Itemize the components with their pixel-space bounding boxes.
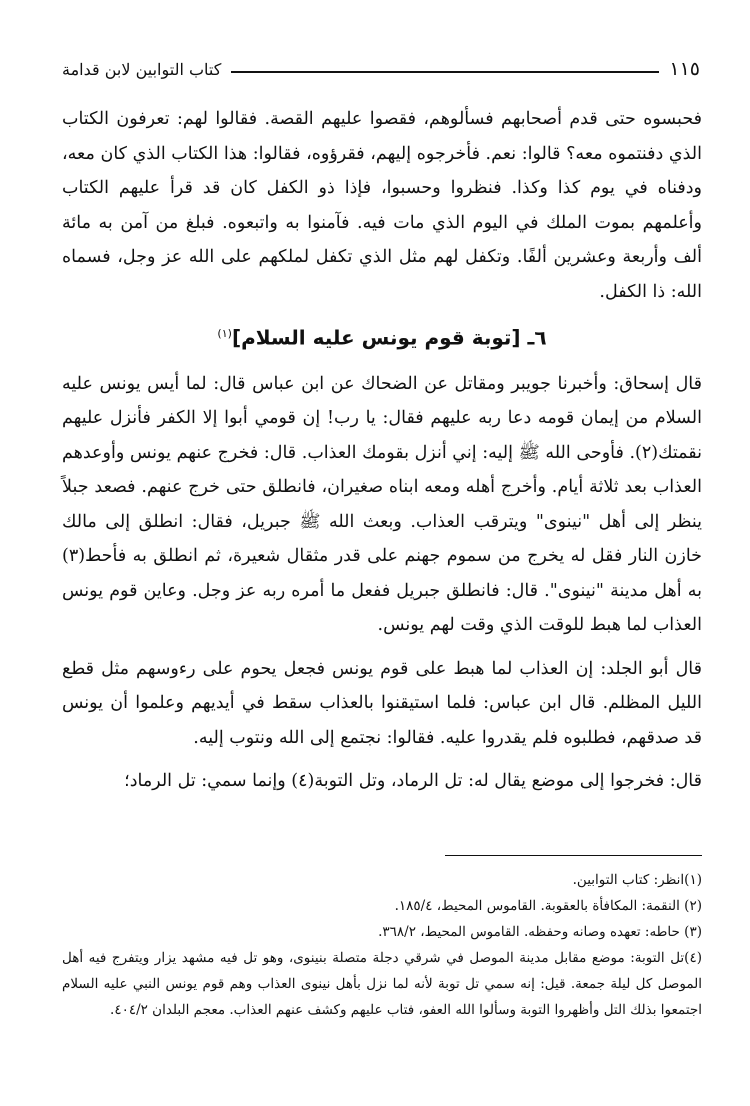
paragraph-4: قال: فخرجوا إلى موضع يقال له: تل الرماد، وتل التوبة(٤) وإنما سمي: تل الرماد؛ [124, 771, 702, 792]
footnote-rule [445, 855, 702, 856]
footnote-2: (٢) النقمة: المكافأة بالعقوبة. القاموس المحيط، ١٨٥/٤. [394, 898, 702, 914]
page-number: ١١٥ [669, 58, 700, 80]
paragraph-3: قال أبو الجلد: إن العذاب لما هبط على قوم يونس فجعل يحوم على رءوسهم مثل قطع الليل المظلم. قال ابن عباس: فلما استيقنوا بالعذاب سقط في أيديهم وعلموا أن يونس قد صدقهم، فطلبوه فلم يقدروا عليه. فقالوا: نجتمع إلى الله ونتوب إليه. [62, 658, 702, 748]
footnote-3: (٣) حاطه: تعهده وصانه وحفظه. القاموس المحيط، ٣٦٨/٢. [378, 924, 702, 940]
paragraph-2: قال إسحاق: وأخبرنا جويبر ومقاتل عن الضحاك عن ابن عباس قال: لما أيس يونس عليه السلام من إيمان قومه دعا ربه عليهم فقال: يا رب! إن قومي أبوا إلا الكفر فأنزل عليهم نقمتك(٢). فأوحى الله ﷺ إليه: إني أنزل بقومك العذاب. قال: فخرج عنهم يونس وأوعدهم العذاب بعد ثلاثة أيام. وأخرج أهله ومعه ابناه صغيران، فانطلق حتى خرج عنهم. فصعد جبلاً ينظر إلى أهل "نينوى" ويترقب العذاب. وبعث الله ﷺ جبريل، فقال: انطلق إلى مالك خازن النار فقل له يخرج من سموم جهنم على قدر مثقال شعيرة، ثم انطلق به فأحط(٣) به أهل مدينة "نينوى". قال: فانطلق جبريل ففعل ما أمره ربه عز وجل. وعاين قوم يونس العذاب لما هبط للوقت الذي وقت لهم يونس. [62, 373, 702, 636]
book-title: كتاب التوابين لابن قدامة [62, 59, 222, 79]
footnote-4: (٤)تل التوبة: موضع مقابل مدينة الموصل في شرقي دجلة متصلة بنينوى، وهو تل فيه مشهد يزار ويتفرج فيه أهل الموصل كل ليلة جمعة. قيل: إنه سمي تل توبة لأنه لما نزل بأهل نينوى العذاب وهم قوم يونس النبي عليه السلام اجتمعوا بذلك التل وأظهروا التوبة وسألوا الله العفو، فتاب عليهم وكشف عنهم العذاب. معجم البلدان ٤٠٤/٢. [62, 950, 702, 1018]
section-heading [62, 317, 702, 355]
paragraph-1: فحبسوه حتى قدم أصحابهم فسألوهم، فقصوا عليهم القصة. فقالوا لهم: تعرفون الكتاب الذي دفنتموه معه؟ قالوا: نعم. فأخرجوه إليهم، فقرؤوه، فقالوا: هذا الكتاب الذي كان معه، ودفناه في يوم كذا وكذا. فنظروا وحسبوا، فإذا ذو الكفل كان قد قرأ عليهم الكتاب وأعلمهم بموت الملك في اليوم الذي مات فيه. فآمنوا به واتبعوه. فبلغ من آمن به مائة ألف وأربعة وعشرين ألفًا. وتكفل لهم مثل الذي تكفل لملكهم على الله عز وجل، فسماه الله: ذا الكفل. [62, 109, 702, 302]
page-header [62, 52, 700, 86]
heading-text: ٦ـ [توبة قوم يونس عليه السلام] [231, 325, 547, 350]
main-text [62, 102, 702, 799]
footnotes [62, 867, 702, 1023]
header-rule [231, 71, 659, 73]
heading-footnote-marker: (١) [217, 327, 232, 340]
footnote-1: (١)انظر: كتاب التوابين. [572, 872, 702, 888]
